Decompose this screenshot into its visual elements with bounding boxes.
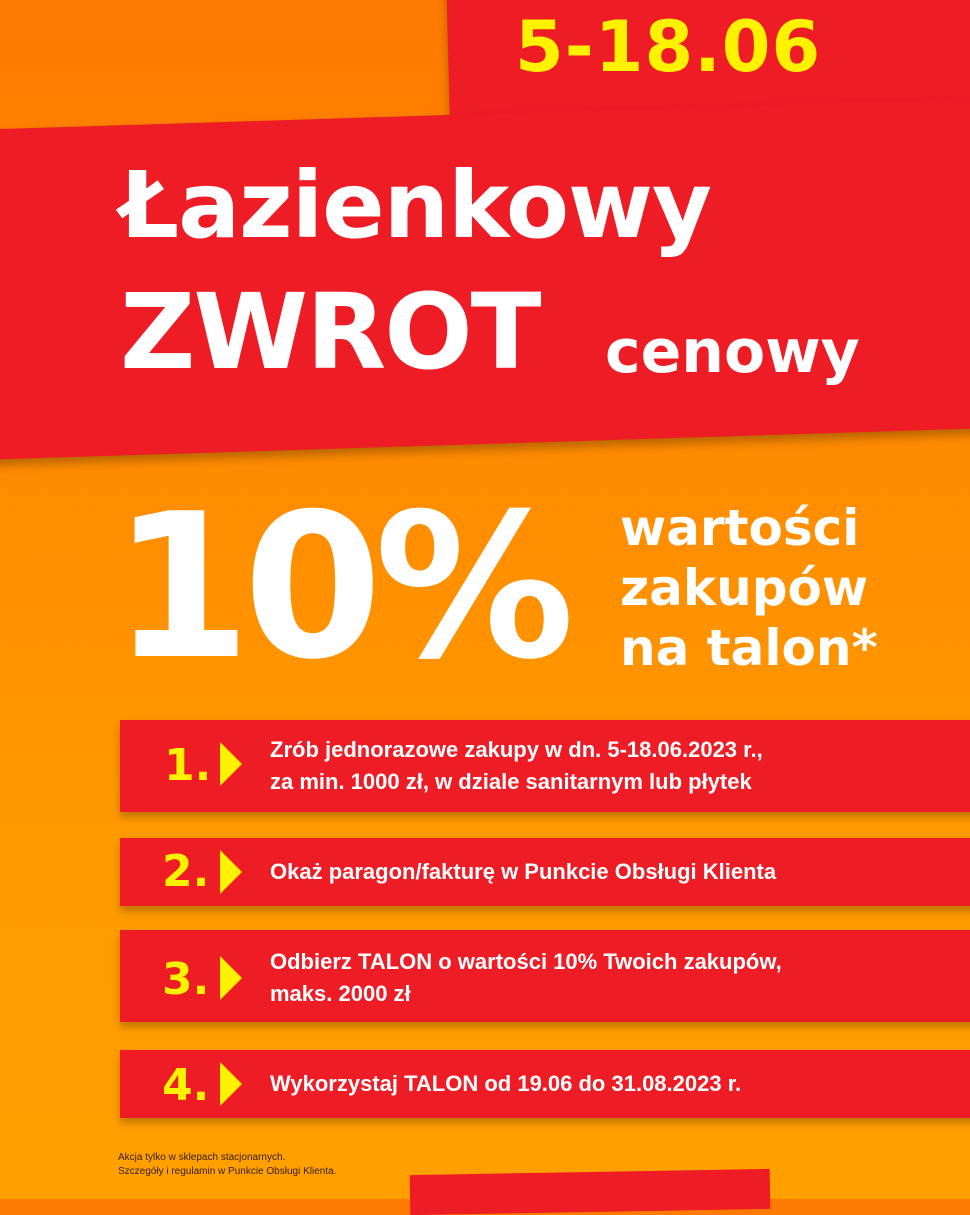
step-4 (120, 1050, 970, 1118)
step-number: 2. (162, 846, 210, 897)
bottom-banner-strip (410, 1169, 771, 1215)
footnote-line-2: Szczegóły i regulamin w Punkcie Obsługi Klienta. (118, 1166, 337, 1177)
title-line-1: Łazienkowy (120, 152, 712, 259)
step-text-line: za min. 1000 zł, w dziale sanitarnym lub płytek (270, 769, 752, 794)
step-text (270, 946, 782, 1010)
arrow-right-icon (220, 956, 242, 1000)
step-number: 4. (162, 1060, 210, 1111)
step-text-line: maks. 2000 zł (270, 981, 411, 1006)
title-line-2: ZWROT (120, 271, 540, 393)
step-3 (120, 930, 970, 1022)
discount-percent: 10% (112, 471, 567, 704)
step-text (270, 1068, 741, 1100)
footnote (118, 1151, 336, 1179)
step-text (270, 734, 763, 798)
discount-desc-line-3: na talon* (620, 619, 878, 677)
step-2 (120, 838, 970, 906)
arrow-right-icon (220, 1062, 242, 1106)
discount-desc-line-1: wartości (620, 499, 860, 557)
footnote-line-1: Akcja tylko w sklepach stacjonarnych. (118, 1152, 286, 1163)
step-text-line: Wykorzystaj TALON od 19.06 do 31.08.2023 r. (270, 1071, 742, 1096)
promo-dates: 5-18.06 (515, 6, 822, 88)
discount-desc-line-2: zakupów (620, 559, 869, 617)
step-text (270, 856, 776, 888)
step-number: 1. (164, 740, 212, 791)
step-text-line: Zrób jednorazowe zakupy w dn. 5-18.06.2023 r., (270, 737, 763, 762)
discount-description (620, 498, 878, 678)
step-number: 3. (162, 954, 210, 1005)
title-line-2-suffix: cenowy (605, 317, 860, 387)
step-text-line: Okaż paragon/fakturę w Punkcie Obsługi Klienta (270, 859, 777, 884)
step-1 (120, 720, 970, 812)
arrow-right-icon (220, 850, 242, 894)
step-text-line: Odbierz TALON o wartości 10% Twoich zakupów, (270, 949, 782, 974)
arrow-right-icon (220, 742, 242, 786)
